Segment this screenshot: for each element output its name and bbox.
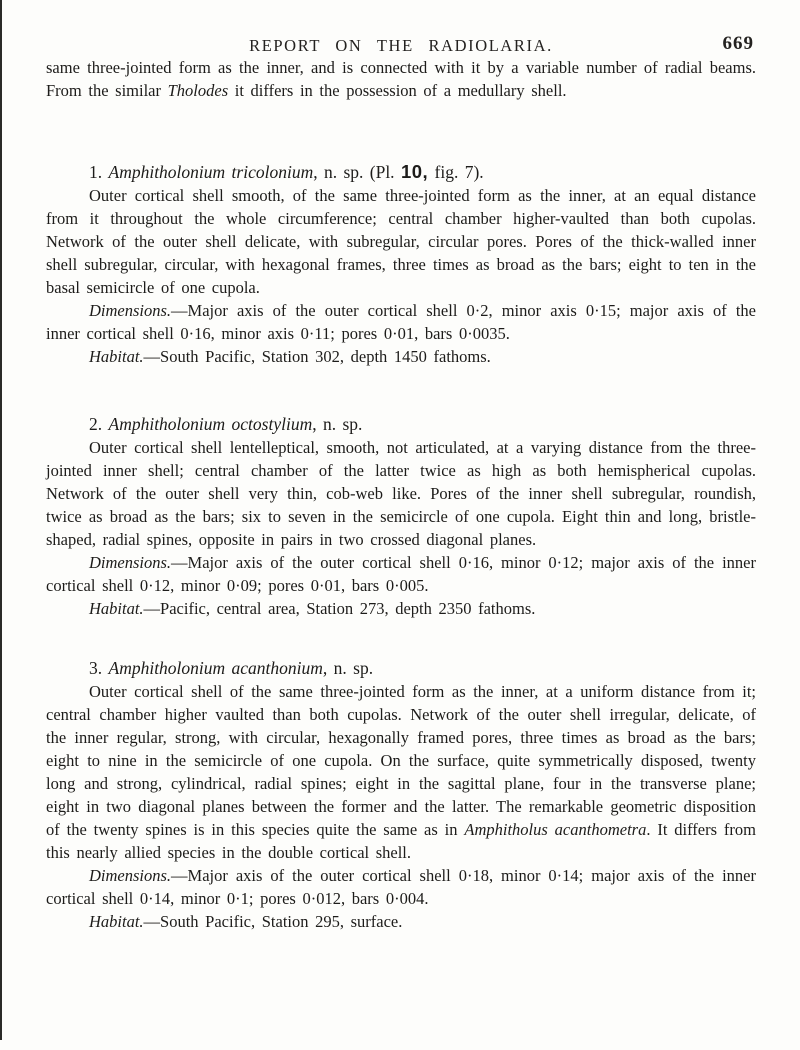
species-description-3 — [46, 680, 756, 864]
dimensions-label: Dimensions. — [89, 553, 172, 572]
scan-edge-line — [0, 0, 2, 1040]
species-heading-1 — [46, 160, 756, 184]
species-number: 1. — [89, 162, 103, 182]
habitat-text: —Pacific, central area, Station 273, depth 2350 fathoms. — [143, 599, 536, 618]
intro-text-2: it differs in the possession of a medullary shell. — [228, 81, 567, 100]
species-suffix: , n. sp. — [312, 414, 363, 434]
figure-reference: fig. 7). — [428, 162, 484, 182]
habitat-paragraph-2 — [46, 597, 756, 620]
habitat-text: —South Pacific, Station 295, surface. — [143, 912, 403, 931]
species-name: Amphitholonium octostylium — [108, 414, 313, 434]
page-number: 669 — [722, 33, 754, 54]
dimensions-label: Dimensions. — [89, 866, 172, 885]
species-description-2: Outer cortical shell lentelleptical, smooth, not articulated, at a varying distance from the three-jointed inner shell; central chamber of the latter twice as high as both hemispherical cupolas. Network of the outer shell very thin, cob-web like. Pores of the inner shell subregular, roundish, twice as broad as the bars; six to seven in the semicircle of one cupola. Eight thin and long, bristle-shaped, radial spines, opposite in pairs in two crossed diagonal planes. — [46, 438, 756, 549]
dimensions-text: —Major axis of the outer cortical shell 0·18, minor 0·14; major axis of the inner cortical shell 0·14, minor 0·1; pores 0·012, bars 0·004. — [46, 866, 756, 908]
dimensions-paragraph-2 — [46, 551, 756, 597]
species-heading-3 — [46, 656, 756, 680]
species-suffix: , n. sp. — [322, 658, 374, 678]
running-header-title: REPORT ON THE RADIOLARIA. — [249, 36, 553, 55]
plate-number: 10, — [400, 161, 429, 182]
species-heading-2 — [46, 412, 756, 436]
description-text-1: Outer cortical shell of the same three-jointed form as the inner, at a uniform distance from it; central chamber higher vaulted than both cupolas. Network of the outer shell irregular, delicate, of the inner regular, strong, with circular, hexagonally framed pores, three times as broad as the bars; eight to nine in the semicircle of one cupola. On the surface, quite symmetrically disposed, twenty long and strong, cylindrical, radial spines; eight in the sagittal plane, four in the transverse plane; eight in two diagonal planes between the former and the latter. The remarkable geometric disposition of the twenty spines is in this species quite the same as in — [46, 682, 756, 839]
running-header — [46, 33, 756, 56]
habitat-label: Habitat. — [89, 347, 144, 366]
species-number: 3. — [89, 658, 103, 678]
description-text-2: . It differs from this nearly allied species in the double cortical shell. — [46, 820, 756, 862]
species-number: 2. — [89, 414, 103, 434]
dimensions-paragraph-3 — [46, 864, 756, 910]
species-description-1: Outer cortical shell smooth, of the same three-jointed form as the inner, at an equal distance from it throughout the whole circumference; central chamber higher-vaulted than both cupolas. Network of the outer shell delicate, with subregular, circular pores. Pores of the thick-walled inner shell subregular, circular, with hexagonal frames, three times as broad as the bars; eight to ten in the basal semicircle of one cupola. — [46, 186, 756, 297]
dimensions-paragraph-1 — [46, 299, 756, 345]
dimensions-text: —Major axis of the outer cortical shell 0·16, minor 0·12; major axis of the inner cortical shell 0·12, minor 0·09; pores 0·01, bars 0·005. — [46, 553, 756, 595]
dimensions-text: —Major axis of the outer cortical shell 0·2, minor axis 0·15; major axis of the inner cortical shell 0·16, minor axis 0·11; pores 0·01, bars 0·0035. — [46, 301, 756, 343]
intro-paragraph — [46, 56, 756, 102]
intro-text-1: same three-jointed form as the inner, and is connected with it by a variable number of radial beams. From the similar — [46, 58, 756, 100]
species-name: Amphitholonium tricolonium — [108, 162, 314, 182]
dimensions-label: Dimensions. — [89, 301, 172, 320]
habitat-text: —South Pacific, Station 302, depth 1450 fathoms. — [143, 347, 491, 366]
genus-reference-italic: Tholodes — [167, 81, 229, 100]
habitat-paragraph-3 — [46, 910, 756, 933]
habitat-label: Habitat. — [89, 599, 144, 618]
habitat-paragraph-1 — [46, 345, 756, 368]
species-name: Amphitholonium acanthonium — [108, 658, 323, 678]
habitat-label: Habitat. — [89, 912, 144, 931]
species-suffix: , n. sp. (Pl. — [313, 162, 401, 182]
species-reference-italic: Amphitholus acanthometra — [464, 820, 647, 839]
